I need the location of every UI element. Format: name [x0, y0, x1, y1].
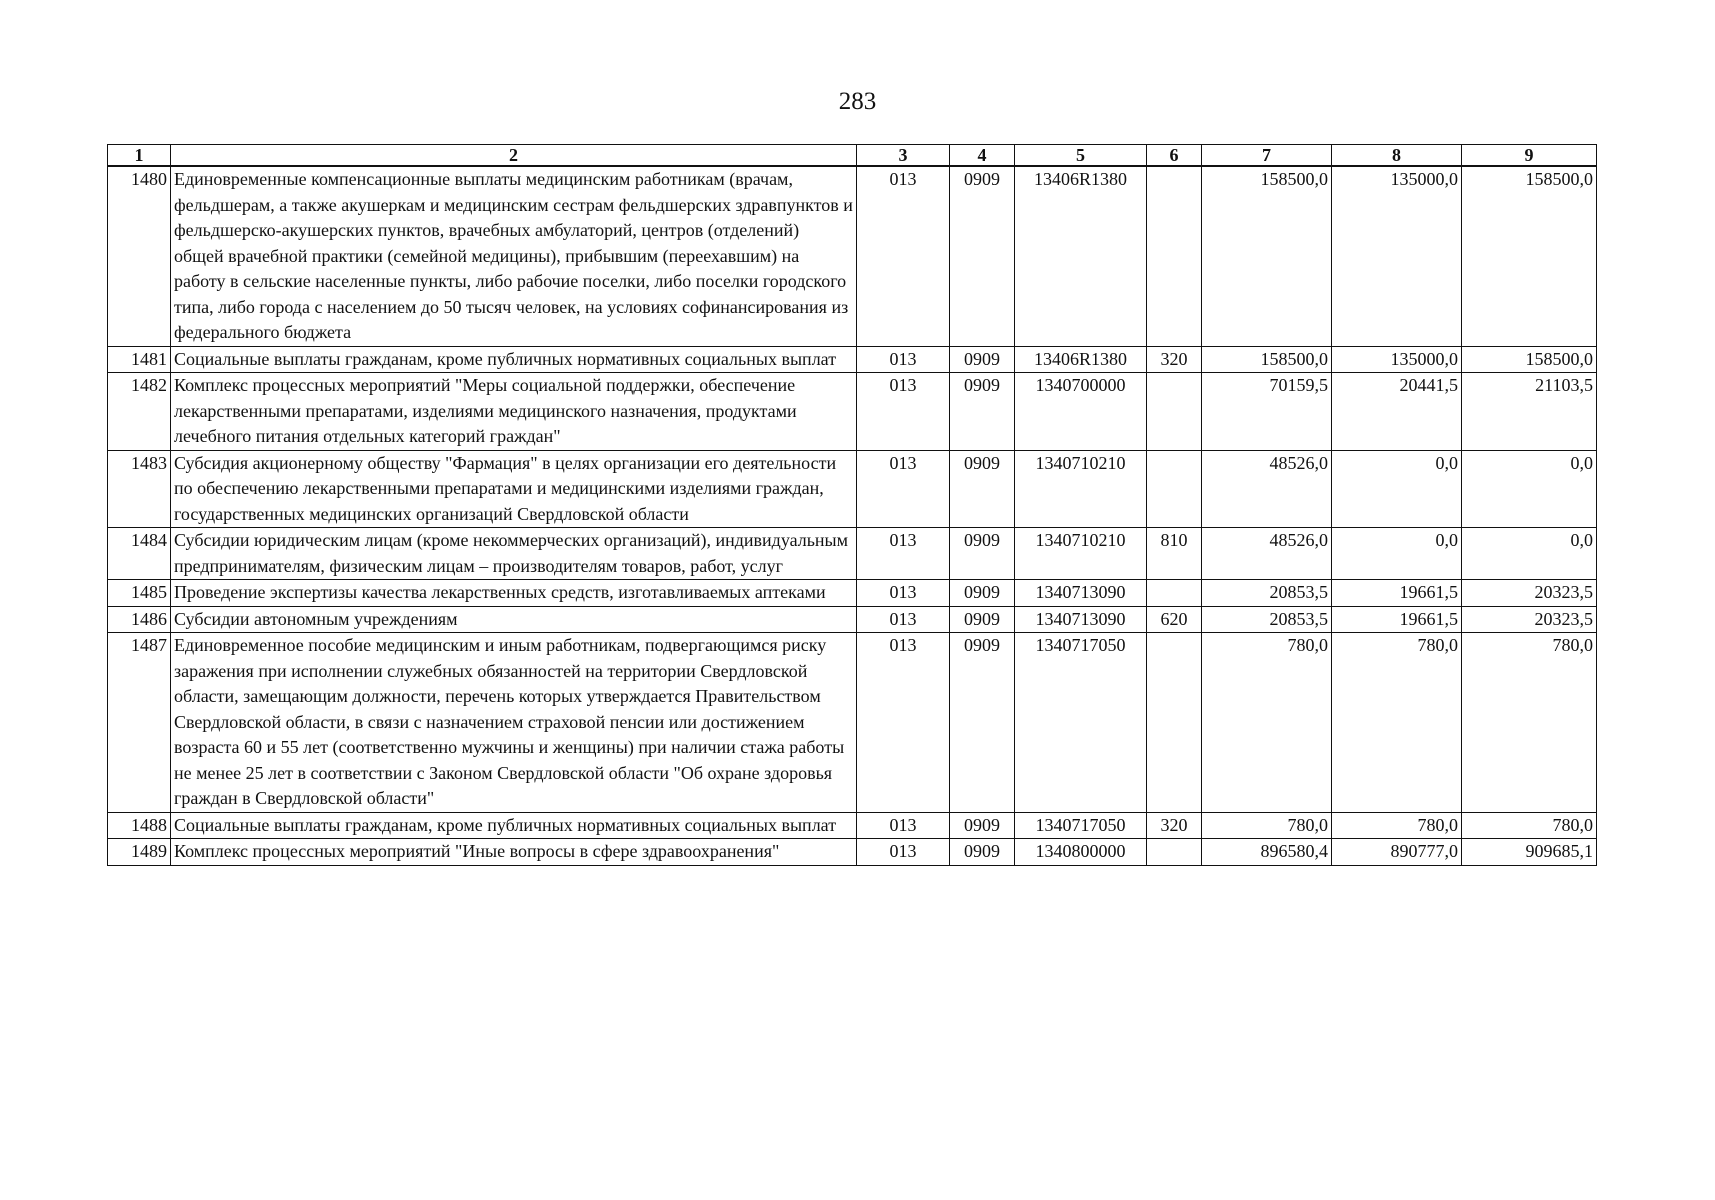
column-header: 4 [950, 145, 1015, 167]
cell-col9: 20323,5 [1462, 580, 1597, 607]
row-name: Комплекс процессных мероприятий "Иные вопросы в сфере здравоохранения" [171, 839, 857, 866]
cell-col5: 1340700000 [1015, 373, 1147, 451]
row-number: 1489 [108, 839, 171, 866]
column-header: 2 [171, 145, 857, 167]
cell-col7: 20853,5 [1202, 580, 1332, 607]
cell-col4: 0909 [950, 166, 1015, 346]
cell-col9: 0,0 [1462, 450, 1597, 528]
cell-col5: 1340717050 [1015, 812, 1147, 839]
cell-col5: 1340800000 [1015, 839, 1147, 866]
cell-col5: 13406R1380 [1015, 346, 1147, 373]
cell-col7: 158500,0 [1202, 166, 1332, 346]
cell-col6: 810 [1147, 528, 1202, 580]
cell-col3: 013 [857, 528, 950, 580]
cell-col8: 0,0 [1332, 528, 1462, 580]
cell-col8: 780,0 [1332, 812, 1462, 839]
row-number: 1487 [108, 633, 171, 813]
page-number: 283 [838, 88, 877, 115]
table-row [108, 580, 1597, 607]
cell-col7: 780,0 [1202, 812, 1332, 839]
cell-col3: 013 [857, 633, 950, 813]
row-number: 1481 [108, 346, 171, 373]
cell-col9: 909685,1 [1462, 839, 1597, 866]
cell-col5: 1340713090 [1015, 606, 1147, 633]
cell-col7: 48526,0 [1202, 528, 1332, 580]
cell-col6 [1147, 373, 1202, 451]
cell-col5: 1340710210 [1015, 528, 1147, 580]
cell-col4: 0909 [950, 839, 1015, 866]
column-header: 6 [1147, 145, 1202, 167]
cell-col3: 013 [857, 839, 950, 866]
cell-col9: 780,0 [1462, 633, 1597, 813]
column-header: 9 [1462, 145, 1597, 167]
cell-col3: 013 [857, 606, 950, 633]
cell-col9: 158500,0 [1462, 346, 1597, 373]
cell-col3: 013 [857, 373, 950, 451]
cell-col7: 158500,0 [1202, 346, 1332, 373]
table-row [108, 373, 1597, 451]
row-number: 1480 [108, 166, 171, 346]
cell-col9: 158500,0 [1462, 166, 1597, 346]
cell-col7: 48526,0 [1202, 450, 1332, 528]
row-name: Субсидии автономным учреждениям [171, 606, 857, 633]
row-number: 1488 [108, 812, 171, 839]
row-number: 1486 [108, 606, 171, 633]
row-name: Социальные выплаты гражданам, кроме публичных нормативных социальных выплат [171, 812, 857, 839]
row-name: Субсидии юридическим лицам (кроме некоммерческих организаций), индивидуальным предпринимателям, физическим лицам – производителям товаров, работ, услуг [171, 528, 857, 580]
cell-col3: 013 [857, 166, 950, 346]
cell-col8: 135000,0 [1332, 346, 1462, 373]
cell-col6: 320 [1147, 812, 1202, 839]
cell-col4: 0909 [950, 346, 1015, 373]
table-row [108, 633, 1597, 813]
cell-col6 [1147, 166, 1202, 346]
cell-col5: 1340710210 [1015, 450, 1147, 528]
cell-col8: 19661,5 [1332, 580, 1462, 607]
cell-col6 [1147, 450, 1202, 528]
table-row [108, 346, 1597, 373]
cell-col6 [1147, 633, 1202, 813]
column-header: 7 [1202, 145, 1332, 167]
cell-col8: 0,0 [1332, 450, 1462, 528]
column-header: 3 [857, 145, 950, 167]
cell-col6 [1147, 839, 1202, 866]
cell-col5: 13406R1380 [1015, 166, 1147, 346]
cell-col8: 19661,5 [1332, 606, 1462, 633]
cell-col8: 135000,0 [1332, 166, 1462, 346]
cell-col9: 780,0 [1462, 812, 1597, 839]
cell-col3: 013 [857, 812, 950, 839]
cell-col7: 896580,4 [1202, 839, 1332, 866]
cell-col4: 0909 [950, 528, 1015, 580]
row-name: Социальные выплаты гражданам, кроме публичных нормативных социальных выплат [171, 346, 857, 373]
cell-col6 [1147, 580, 1202, 607]
cell-col9: 0,0 [1462, 528, 1597, 580]
cell-col4: 0909 [950, 580, 1015, 607]
table-row [108, 450, 1597, 528]
cell-col3: 013 [857, 580, 950, 607]
cell-col4: 0909 [950, 633, 1015, 813]
row-number: 1484 [108, 528, 171, 580]
cell-col9: 21103,5 [1462, 373, 1597, 451]
row-name: Субсидия акционерному обществу "Фармация" в целях организации его деятельности по обеспечению лекарственными препаратами и медицинскими изделиями граждан, государственных медицинских организаций Свердловской области [171, 450, 857, 528]
cell-col8: 20441,5 [1332, 373, 1462, 451]
cell-col3: 013 [857, 450, 950, 528]
cell-col9: 20323,5 [1462, 606, 1597, 633]
cell-col7: 20853,5 [1202, 606, 1332, 633]
cell-col7: 780,0 [1202, 633, 1332, 813]
cell-col4: 0909 [950, 450, 1015, 528]
row-name: Проведение экспертизы качества лекарственных средств, изготавливаемых аптеками [171, 580, 857, 607]
row-name: Единовременные компенсационные выплаты медицинским работникам (врачам, фельдшерам, а также акушеркам и медицинским сестрам фельдшерских здравпунктов и фельдшерско-акушерских пунктов, врачебных амбулаторий, центров (отделений) общей врачебной практики (семейной медицины), прибывшим (переехавшим) на работу в сельские населенные пункты, либо рабочие поселки, либо поселки городского типа, либо города с населением до 50 тысяч человек, на условиях софинансирования из федерального бюджета [171, 166, 857, 346]
cell-col4: 0909 [950, 373, 1015, 451]
cell-col3: 013 [857, 346, 950, 373]
row-name: Единовременное пособие медицинским и иным работникам, подвергающимся риску заражения при исполнении служебных обязанностей на территории Свердловской области, замещающим должности, перечень которых утверждается Правительством Свердловской области, в связи с назначением страховой пенсии или достижением возраста 60 и 55 лет (соответственно мужчины и женщины) при наличии стажа работы не менее 25 лет в соответствии с Законом Свердловской области "Об охране здоровья граждан в Свердловской области" [171, 633, 857, 813]
cell-col4: 0909 [950, 606, 1015, 633]
table-row [108, 166, 1597, 346]
column-header: 1 [108, 145, 171, 167]
table-row [108, 528, 1597, 580]
table-row [108, 812, 1597, 839]
row-number: 1483 [108, 450, 171, 528]
table-row [108, 606, 1597, 633]
cell-col6: 620 [1147, 606, 1202, 633]
budget-table [107, 144, 1597, 866]
cell-col6: 320 [1147, 346, 1202, 373]
cell-col4: 0909 [950, 812, 1015, 839]
cell-col8: 780,0 [1332, 633, 1462, 813]
cell-col5: 1340713090 [1015, 580, 1147, 607]
cell-col8: 890777,0 [1332, 839, 1462, 866]
column-header: 5 [1015, 145, 1147, 167]
column-header: 8 [1332, 145, 1462, 167]
row-number: 1482 [108, 373, 171, 451]
cell-col5: 1340717050 [1015, 633, 1147, 813]
header-row [108, 145, 1597, 167]
row-name: Комплекс процессных мероприятий "Меры социальной поддержки, обеспечение лекарственными препаратами, изделиями медицинского назначения, продуктами лечебного питания отдельных категорий граждан" [171, 373, 857, 451]
cell-col7: 70159,5 [1202, 373, 1332, 451]
table-row [108, 839, 1597, 866]
row-number: 1485 [108, 580, 171, 607]
